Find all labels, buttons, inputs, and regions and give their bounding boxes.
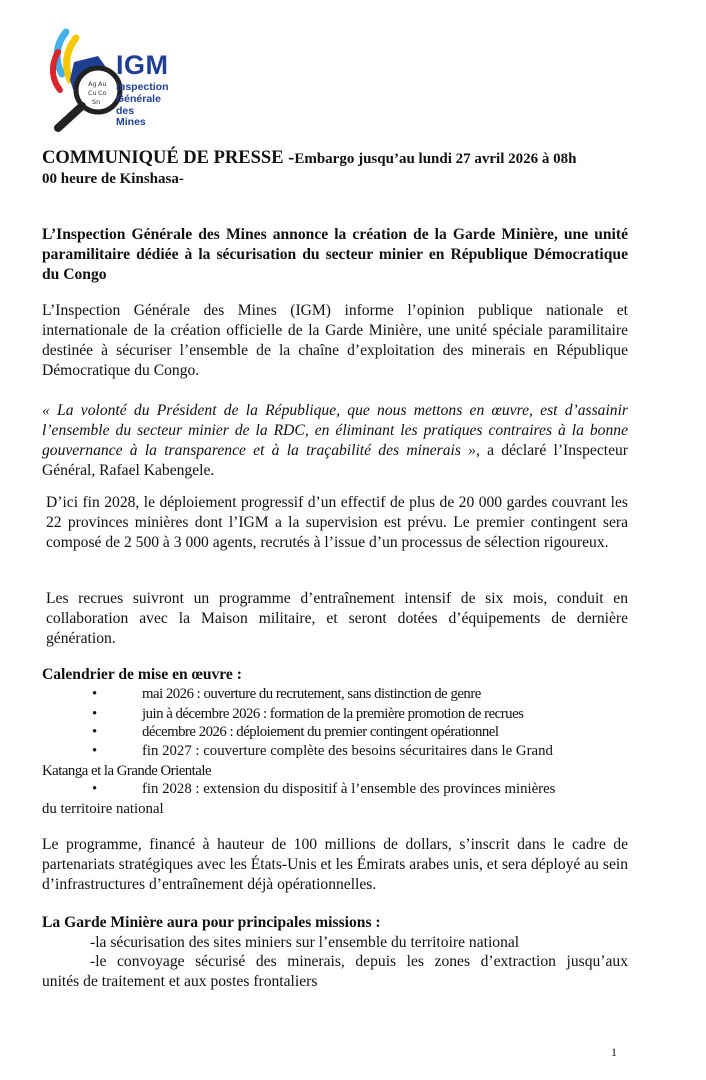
- svg-text:Co: Co: [98, 89, 107, 97]
- quote-paragraph: [42, 401, 628, 481]
- headline: L’Inspection Générale des Mines annonce la création de la Garde Minière, une unité paramilitaire dédiée à la sécurisation du secteur minier en République Démocratique du Congo: [42, 226, 628, 283]
- bullet-icon: •: [92, 706, 98, 722]
- quote-attribution: , a déclaré l’Inspecteur Général, Rafael Kabengele.: [42, 442, 628, 479]
- list-item-text: juin à décembre 2026 : formation de la première promotion de recrues: [142, 706, 524, 722]
- bullet-icon: •: [92, 743, 98, 759]
- press-release-title: [42, 149, 577, 168]
- list-item-continuation: Katanga et la Grande Orientale: [42, 763, 212, 779]
- list-item-continuation: du territoire national: [42, 801, 164, 817]
- svg-text:Sn: Sn: [92, 98, 101, 106]
- bullet-icon: •: [92, 781, 98, 797]
- svg-text:Cu: Cu: [88, 89, 97, 97]
- list-item-text: fin 2028 : extension du dispositif à l’ensemble des provinces minières: [142, 781, 556, 797]
- list-item-text: mai 2026 : ouverture du recrutement, sans distinction de genre: [142, 686, 481, 702]
- igm-logo: [36, 22, 169, 140]
- logo-text-line-2: Générale: [116, 93, 161, 105]
- president-quote: « La volonté du Président de la République, que nous mettons en œuvre, est d’assainir l’ensemble du secteur minier de la RDC, en éliminant les pratiques contraires à la bonne gouvernance à la transparence et à la traçabilité des minerais »: [42, 402, 628, 459]
- embargo-notice: Embargo jusqu’au lundi 27 avril 2026 à 08h: [294, 151, 577, 167]
- mission-item: -la sécurisation des sites miniers sur l’ensemble du territoire national: [90, 934, 520, 951]
- page-number: 1: [611, 1045, 617, 1059]
- list-item-text: décembre 2026 : déploiement du premier contingent opérationnel: [142, 724, 499, 740]
- bullet-icon: •: [92, 724, 98, 740]
- logo-text-line-3: des Mines: [116, 105, 146, 128]
- funding-paragraph: Le programme, financé à hauteur de 100 millions de dollars, s’inscrit dans le cadre de partenariats stratégiques avec les États-Unis et les Émirats arabes unis, et sera déployé au sein d’infrastructures d’entraînement déjà opérationnelles.: [42, 836, 628, 893]
- title-label: COMMUNIQUÉ DE PRESSE -: [42, 148, 295, 168]
- missions-title: La Garde Minière aura pour principales missions :: [42, 914, 381, 931]
- logo-text-line-1: Inspection: [116, 81, 169, 93]
- mission-item-continuation: unités de traitement et aux postes frontaliers: [42, 973, 318, 990]
- mission-item: -le convoyage sécurisé des minerais, depuis les zones d’extraction jusqu’aux: [90, 953, 628, 970]
- embargo-notice-continued: 00 heure de Kinshasa-: [42, 171, 184, 187]
- logo-acronym: IGM: [116, 50, 169, 80]
- list-item-text: fin 2027 : couverture complète des besoins sécuritaires dans le Grand: [142, 743, 553, 759]
- intro-paragraph: L’Inspection Générale des Mines (IGM) informe l’opinion publique nationale et internationale de la création officielle de la Garde Minière, une unité spéciale paramilitaire destinée à sécuriser l’ensemble de la chaîne d’exploitation des minerais en République Démocratique du Congo.: [42, 302, 628, 379]
- svg-text:Ag: Ag: [88, 80, 97, 88]
- training-paragraph: Les recrues suivront un programme d’entraînement intensif de six mois, conduit en collaboration avec la Maison militaire, et seront dotées d’équipements de dernière génération.: [46, 590, 628, 647]
- calendar-title: Calendrier de mise en œuvre :: [42, 666, 242, 683]
- svg-text:Au: Au: [98, 80, 107, 88]
- deployment-paragraph: D’ici fin 2028, le déploiement progressif d’un effectif de plus de 20 000 gardes couvrant les 22 provinces minières dont l’IGM a la supervision est prévu. Le premier contingent sera composé de 2 500 à 3 000 agents, recrutés à l’issue d’un processus de sélection rigoureux.: [46, 494, 628, 551]
- bullet-icon: •: [92, 686, 98, 702]
